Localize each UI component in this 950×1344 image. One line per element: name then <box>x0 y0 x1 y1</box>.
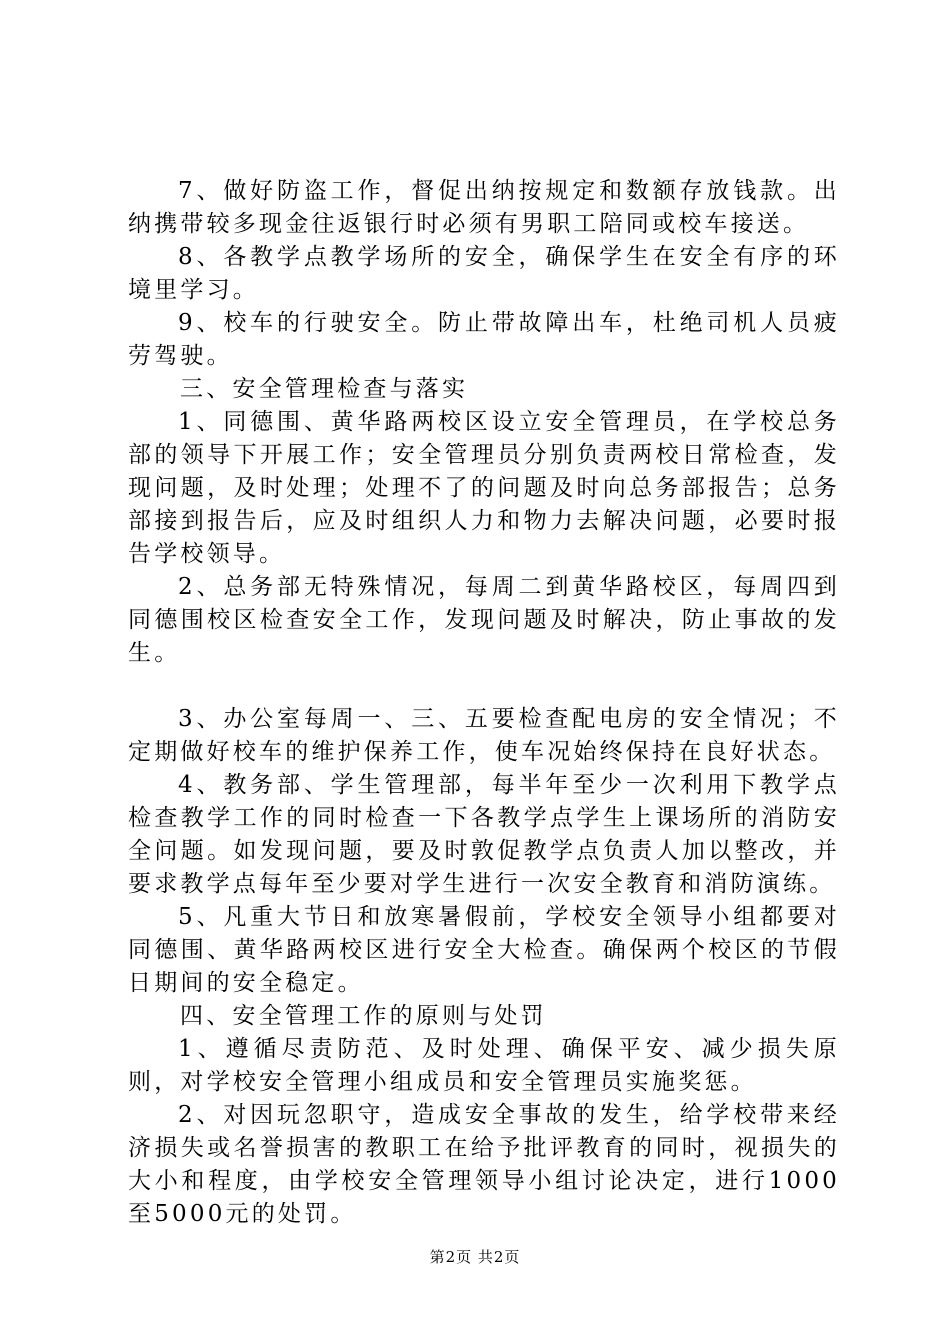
section-heading-3: 三、安全管理检查与落实 <box>180 376 469 402</box>
section4-paragraph-1: 1、遵循尽责防范、及时处理、确保平安、减少损失原则，对学校安全管理小组成员和安全管理员实施奖惩。 <box>128 1036 840 1095</box>
document-body <box>128 175 840 1231</box>
section3-paragraph-5: 5、凡重大节日和放寒暑假前，学校安全领导小组都要对同德围、黄华路两校区进行安全大检查。确保两个校区的节假日期间的安全稳定。 <box>128 904 840 996</box>
section3-paragraph-1: 1、同德围、黄华路两校区设立安全管理员，在学校总务部的领导下开展工作；安全管理员分别负责两校日常检查，发现问题，及时处理；处理不了的问题及时向总务部报告；总务部接到报告后，应及时组织人力和物力去解决问题，必要时报告学校领导。 <box>128 409 840 567</box>
section-heading-4: 四、安全管理工作的原则与处罚 <box>180 1003 547 1029</box>
section3-paragraph-4: 4、教务部、学生管理部，每半年至少一次利用下教学点检查教学工作的同时检查一下各教学点学生上课场所的消防安全问题。如发现问题，要及时敦促教学点负责人加以整改，并要求教学点每年至少要对学生进行一次安全教育和消防演练。 <box>128 772 840 897</box>
section3-paragraph-2: 2、总务部无特殊情况，每周二到黄华路校区，每周四到同德围校区检查安全工作，发现问题及时解决，防止事故的发生。 <box>128 574 840 666</box>
paragraph-7: 7、做好防盗工作，督促出纳按规定和数额存放钱款。出纳携带较多现金往返银行时必须有男职工陪同或校车接送。 <box>128 178 840 237</box>
paragraph-8: 8、各教学点教学场所的安全，确保学生在安全有序的环境里学习。 <box>128 244 840 303</box>
page-number-footer: 第2页 共2页 <box>429 1248 521 1266</box>
section4-paragraph-2: 2、对因玩忽职守，造成安全事故的发生，给学校带来经济损失或名誉损害的教职工在给予批评教育的同时，视损失的大小和程度，由学校安全管理领导小组讨论决定，进行1000至5000元的处罚。 <box>128 1102 840 1227</box>
section3-paragraph-3: 3、办公室每周一、三、五要检查配电房的安全情况；不定期做好校车的维护保养工作，使车况始终保持在良好状态。 <box>128 706 840 765</box>
paragraph-9: 9、校车的行驶安全。防止带故障出车，杜绝司机人员疲劳驾驶。 <box>128 310 840 369</box>
